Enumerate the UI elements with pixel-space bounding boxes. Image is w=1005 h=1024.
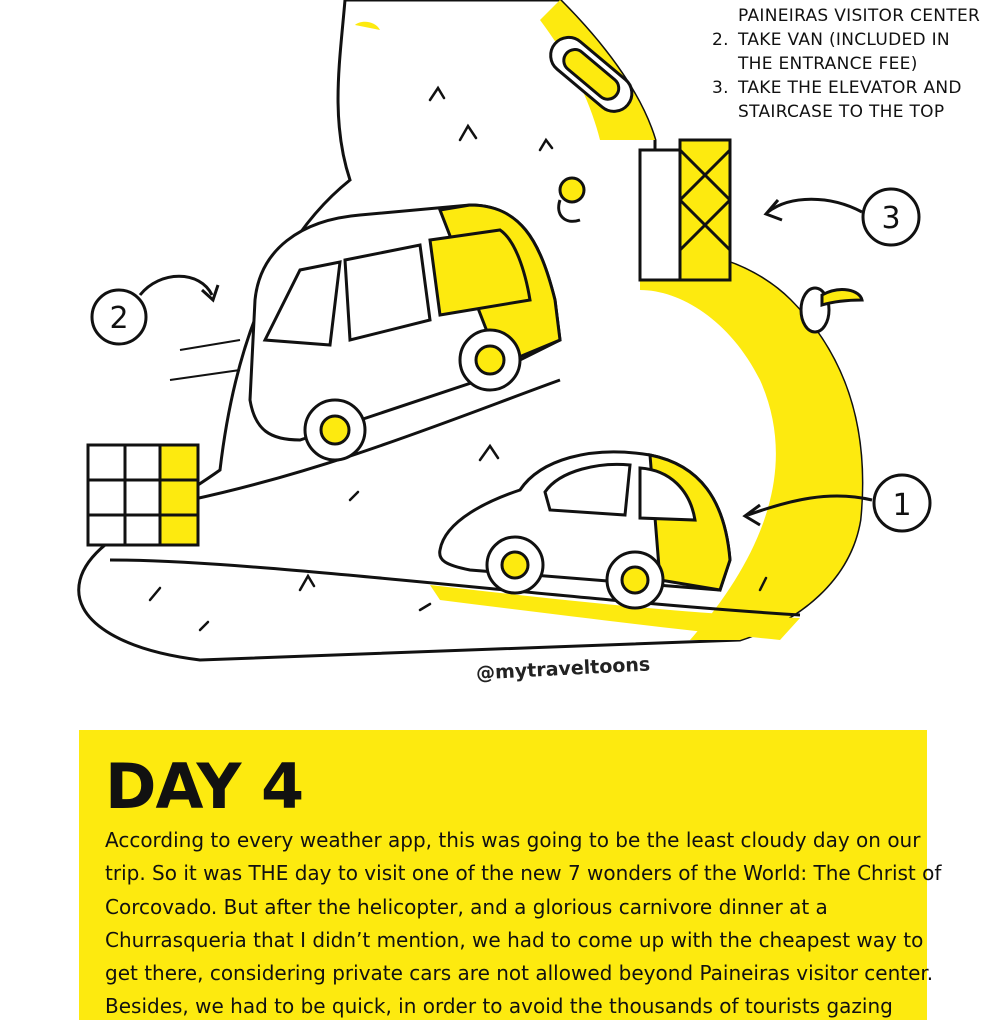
marker-1-label: 1 (892, 488, 912, 523)
step-text: TAKE THE ELEVATOR AND (738, 78, 962, 98)
toucan (801, 288, 862, 332)
route-steps (712, 4, 1002, 124)
route-step-line (712, 52, 1002, 76)
step-text: TAKE VAN (INCLUDED IN (738, 30, 950, 50)
step-number: 2. (712, 30, 729, 50)
story-line: Churrasqueria that I didn’t mention, we had to come up with the cheapest way to (105, 927, 924, 952)
story-line: trip. So it was THE day to visit one of the new 7 wonders of the World: The Christ of (105, 861, 942, 886)
step-text: THE ENTRANCE FEE) (738, 54, 918, 74)
step-number: 3. (712, 78, 729, 98)
route-step-line (712, 76, 1002, 100)
route-step-line (712, 4, 1002, 28)
step-number (712, 4, 738, 28)
route-step-line (712, 100, 1002, 124)
step-number (712, 52, 738, 76)
story-text (105, 824, 942, 1024)
marker-2-label: 2 (109, 301, 129, 336)
step-text: STAIRCASE TO THE TOP (738, 102, 945, 122)
route-step-line (712, 28, 1002, 52)
marker-2 (92, 276, 218, 344)
story-line: According to every weather app, this was going to be the least cloudy day on our (105, 828, 921, 852)
story-line: Besides, we had to be quick, in order to avoid the thousands of tourists gazing (105, 994, 893, 1019)
story-line: get there, considering private cars are not allowed beyond Paineiras visitor center. (105, 961, 934, 986)
marker-3 (766, 189, 919, 245)
day-panel (79, 730, 942, 1020)
step-number (712, 100, 738, 124)
story-line: Corcovado. But after the helicopter, and a glorious carnivore dinner at a (105, 894, 828, 919)
artist-handle: @mytraveltoons (475, 653, 651, 685)
day-title: DAY 4 (105, 750, 304, 823)
step-text: PAINEIRAS VISITOR CENTER (738, 6, 981, 26)
bench (88, 445, 198, 545)
marker-3-label: 3 (881, 201, 901, 236)
elevator-tower (640, 140, 730, 280)
